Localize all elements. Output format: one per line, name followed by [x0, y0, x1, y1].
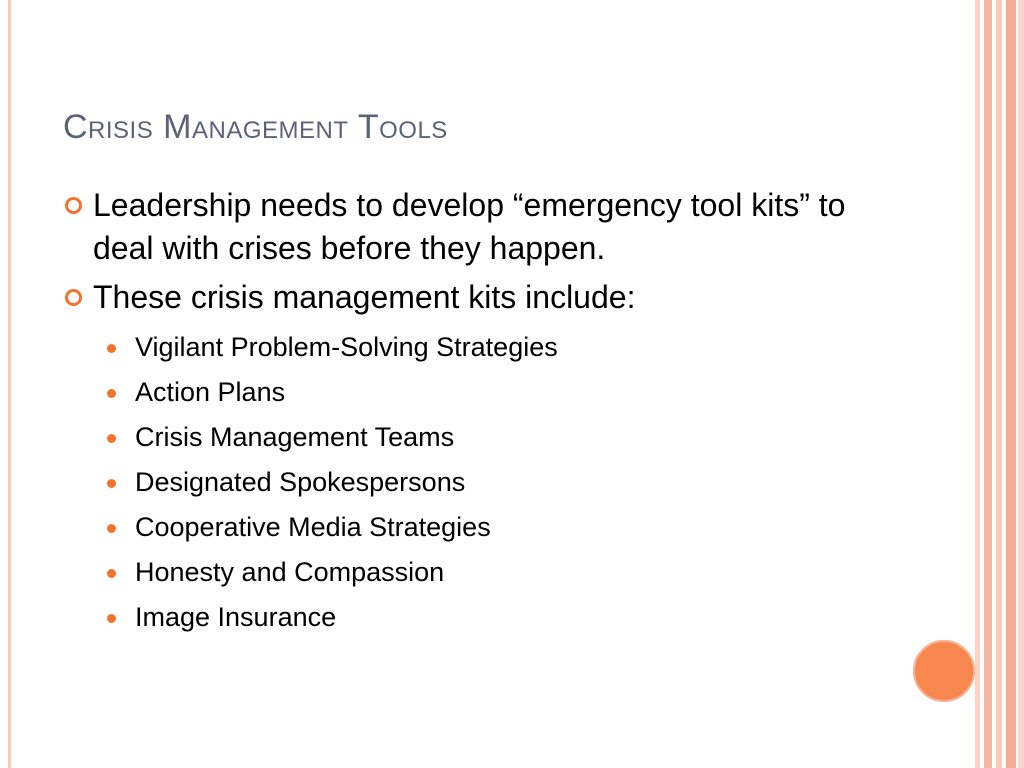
dot-bullet-icon: [107, 524, 116, 533]
sub-bullet-item: [63, 505, 863, 550]
slide-title: Crisis Management Tools: [63, 108, 448, 146]
dot-bullet-icon: [107, 434, 116, 443]
sub-bullet-text: Designated Spokespersons: [135, 467, 466, 497]
right-stripe: [975, 0, 980, 768]
bullet-item: [63, 184, 863, 270]
sub-bullet-item: [63, 595, 863, 640]
sub-bullet-text: Honesty and Compassion: [135, 557, 445, 587]
left-border-rule: [8, 0, 11, 768]
sub-bullet-text: Image Insurance: [135, 602, 337, 632]
dot-bullet-icon: [107, 569, 116, 578]
dot-bullet-icon: [107, 344, 116, 353]
sub-bullet-item: [63, 415, 863, 460]
ring-bullet-icon: [65, 197, 82, 214]
dot-bullet-icon: [107, 614, 116, 623]
right-stripe: [1018, 0, 1024, 768]
sub-bullet-text: Cooperative Media Strategies: [135, 512, 491, 542]
sub-bullet-text: Vigilant Problem-Solving Strategies: [135, 332, 558, 362]
sub-bullet-item: [63, 370, 863, 415]
sub-bullet-text: Crisis Management Teams: [135, 422, 455, 452]
bullet-item: [63, 276, 863, 319]
bullet-text: These crisis management kits include:: [93, 279, 636, 315]
dot-bullet-icon: [107, 389, 116, 398]
sub-bullet-text: Action Plans: [135, 377, 286, 407]
bullet-text: Leadership needs to develop “emergency tool kits” to deal with crises before they happen.: [93, 187, 846, 266]
right-stripe: [1006, 0, 1016, 768]
decorative-circle: [913, 640, 975, 702]
dot-bullet-icon: [107, 479, 116, 488]
sub-bullet-item: [63, 460, 863, 505]
sub-bullet-item: [63, 550, 863, 595]
right-stripe: [984, 0, 992, 768]
sub-bullet-item: [63, 325, 863, 370]
slide-body: [63, 184, 863, 640]
right-stripe: [996, 0, 1002, 768]
sub-bullet-list: [63, 325, 863, 640]
ring-bullet-icon: [65, 289, 82, 306]
